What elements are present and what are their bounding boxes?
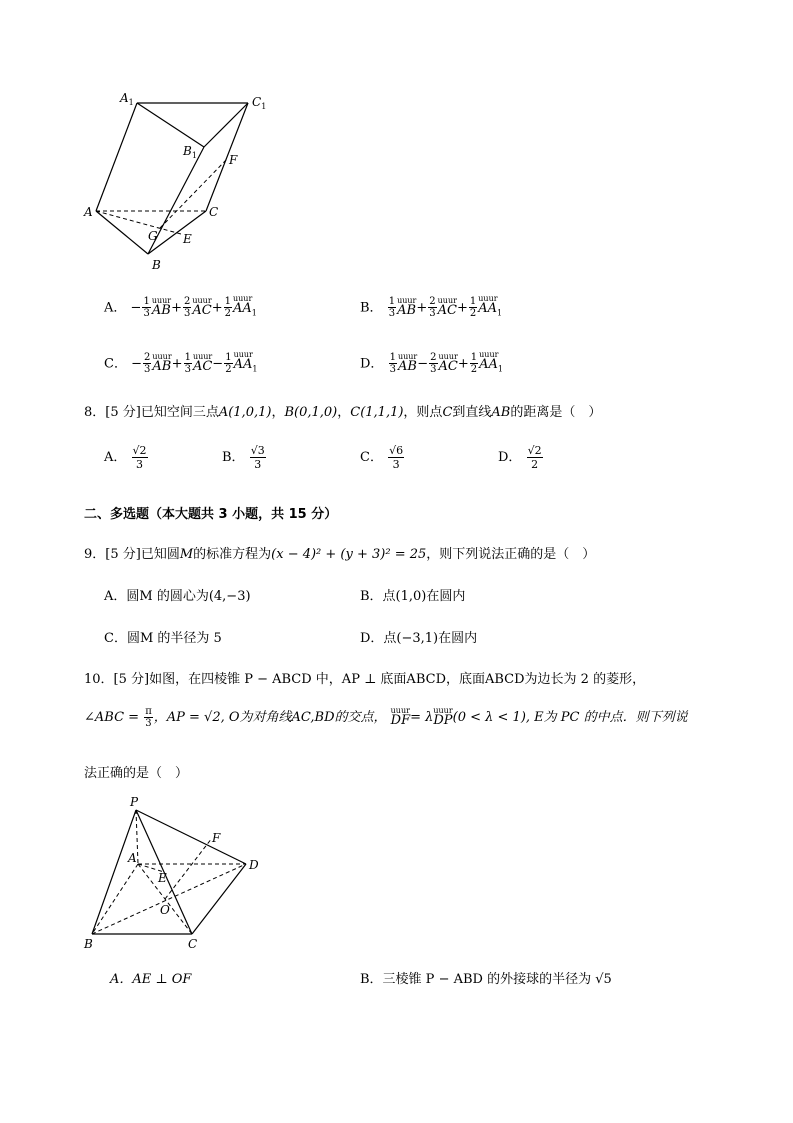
q9-option-a: A．圆M 的圆心为(4,−3) [104,589,251,604]
label-c: C [209,205,219,219]
edge-cd [192,864,246,934]
prism-figure [80,88,280,278]
fraction: $\frac{1}{2}$ [224,296,231,320]
q10-stem-line3: 法正确的是（ ） [84,766,189,781]
label-a: A [84,205,93,219]
fraction: $\frac{2}{3}$ [144,352,151,376]
fraction: $\frac{1}{3}$ [388,296,396,320]
label-e: E [158,871,167,885]
fraction: $\frac{1}{2}$ [469,296,477,320]
fraction: $\frac{√3}{3}$ [250,444,265,471]
label-b: B [84,937,93,951]
fraction: $\frac{2}{3}$ [184,296,191,320]
label-f: F [229,153,238,167]
label-c1: $C_1$ [252,95,267,111]
label-b: B [152,258,161,272]
q7-option: A． − $\frac{1}{3}$ uuur AB + $\frac{2}{3}$ uuur AC + $\frac{1}{2}$ uuur $AA_1$ [104,294,257,320]
q10-stem-line1: 10．[5 分]如图，在四棱锥 P − ABCD 中，AP ⊥ 底面ABCD，底面ABCD为边长为 2 的菱形， [84,672,646,687]
vector-df: uuur DF [390,706,411,728]
vector: uuur $AA_1$ [479,350,504,374]
q9-option-b: B．点(1,0)在圆内 [360,589,466,604]
vector: uuur $AA_1$ [233,294,257,318]
vector: uuur AC [437,296,457,319]
q9-option-d: D．点(−3,1)在圆内 [360,631,478,646]
fraction: $\frac{1}{3}$ [143,296,150,320]
fraction: $\frac{√2}{3}$ [132,444,147,471]
label-c: C [188,937,198,951]
edge-ab-hidden [92,864,138,934]
q7-option: B． $\frac{1}{3}$ uuur AB + $\frac{2}{3}$ uuur AC + $\frac{1}{2}$ uuur $AA_1$ [360,294,503,320]
pyramid-figure [80,795,270,955]
vector: uuur $AA_1$ [478,294,503,318]
edge-b1c1 [204,103,248,147]
edge-pb [92,810,136,934]
edge-c1c [206,103,248,211]
q10-option-a: A．AE ⊥ OF [110,972,192,987]
edge-a1b1 [137,103,204,147]
q7-option: C． − $\frac{2}{3}$ uuur AB + $\frac{1}{3}$ uuur AC − $\frac{1}{2}$ uuur $AA_1$ [104,350,258,376]
label-g: G [148,229,158,243]
fraction: $\frac{√2}{2}$ [527,444,542,471]
q9-stem: 9．[5 分]已知圆M的标准方程为(x − 4)² + (y + 3)² = 25，则下列说法正确的是（ ） [84,547,596,562]
q7-option: D． $\frac{1}{3}$ uuur AB − $\frac{2}{3}$ uuur AC + $\frac{1}{2}$ uuur $AA_1$ [360,350,504,376]
q10-option-b: B．三棱锥 P − ABD 的外接球的半径为 √5 [360,972,612,987]
label-p: P [130,795,139,809]
vector-dp: uuur DP [433,706,453,728]
q8-option: B． $\frac{√3}{3}$ [222,444,265,471]
label-o: O [160,903,170,917]
fraction: $\frac{1}{3}$ [389,352,396,376]
edge-a1a [96,103,137,211]
pi-over-3: $\frac{\pi}{3}$ [145,706,152,729]
edge-pd [136,810,246,864]
label-e: E [183,232,192,246]
diagonal-bd [92,864,246,934]
edge-ab [96,211,148,254]
label-a: A [128,851,137,865]
q8-option: D． $\frac{√2}{2}$ [498,444,542,471]
label-d: D [249,858,259,872]
fraction: $\frac{2}{3}$ [429,296,436,320]
fraction: $\frac{2}{3}$ [430,352,437,376]
fraction: $\frac{√6}{3}$ [389,444,404,471]
vector: uuur AC [192,296,212,319]
vector: uuur AC [192,352,213,375]
section-heading: 二、多选题（本大题共 3 小题，共 15 分） [84,507,338,522]
label-a1: $A_1$ [120,91,134,107]
vector: uuur AB [151,296,172,319]
q8-option: C． $\frac{√6}{3}$ [360,444,404,471]
q9-option-c: C．圆M 的半径为 5 [104,631,222,646]
fraction: $\frac{1}{3}$ [184,352,191,376]
fraction: $\frac{1}{2}$ [225,352,232,376]
q8-option: A． $\frac{√2}{3}$ [104,444,147,471]
q10-stem-line2: ∠ABC = $\frac{\pi}{3}$ ，AP = √2, O为对角线AC,BD的交点， uuur DF = λ uuur DP (0 < λ < 1), E为 PC 的中点．则下列说 [84,706,688,729]
q8-stem: 8．[5 分]已知空间三点A(1,0,1)，B(0,1,0)，C(1,1,1)，则点C到直线AB的距离是（ ） [84,405,602,420]
label-f: F [212,831,221,845]
vector: uuur $AA_1$ [233,350,258,374]
vector: uuur AB [152,352,172,375]
label-b1: $B_1$ [183,144,197,160]
fraction: $\frac{1}{2}$ [470,352,478,376]
vector: uuur AB [397,352,418,375]
vector: uuur AC [438,352,458,375]
vector: uuur AB [397,296,417,319]
